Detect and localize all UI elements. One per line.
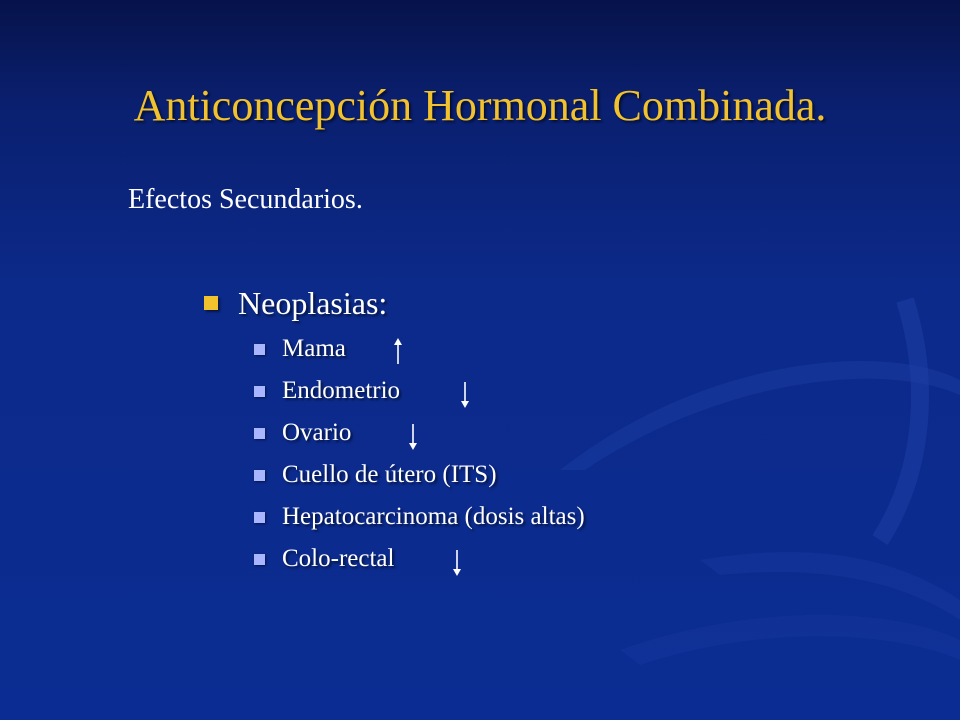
square-bullet-icon xyxy=(204,296,218,310)
slide-subtitle: Efectos Secundarios. xyxy=(128,184,363,215)
square-bullet-icon xyxy=(254,344,265,355)
square-bullet-icon xyxy=(254,554,265,565)
square-bullet-icon xyxy=(254,512,265,523)
arrow-down-icon xyxy=(452,550,462,576)
bullet-label: Neoplasias: xyxy=(238,285,388,321)
square-bullet-icon xyxy=(254,428,265,439)
arrow-up-icon xyxy=(393,338,403,364)
slide-title: Anticoncepción Hormonal Combinada. xyxy=(133,81,827,130)
item-label: Endometrio xyxy=(282,377,401,404)
square-bullet-icon xyxy=(254,386,265,397)
item-label: Ovario xyxy=(282,419,352,446)
item-label: Cuello de útero (ITS) xyxy=(282,461,497,488)
arrow-down-icon xyxy=(460,382,470,408)
square-bullet-icon xyxy=(254,470,265,481)
item-label: Colo-rectal xyxy=(282,545,395,572)
item-label: Mama xyxy=(282,335,346,362)
arrow-down-icon xyxy=(408,424,418,450)
item-label: Hepatocarcinoma (dosis altas) xyxy=(282,503,585,530)
